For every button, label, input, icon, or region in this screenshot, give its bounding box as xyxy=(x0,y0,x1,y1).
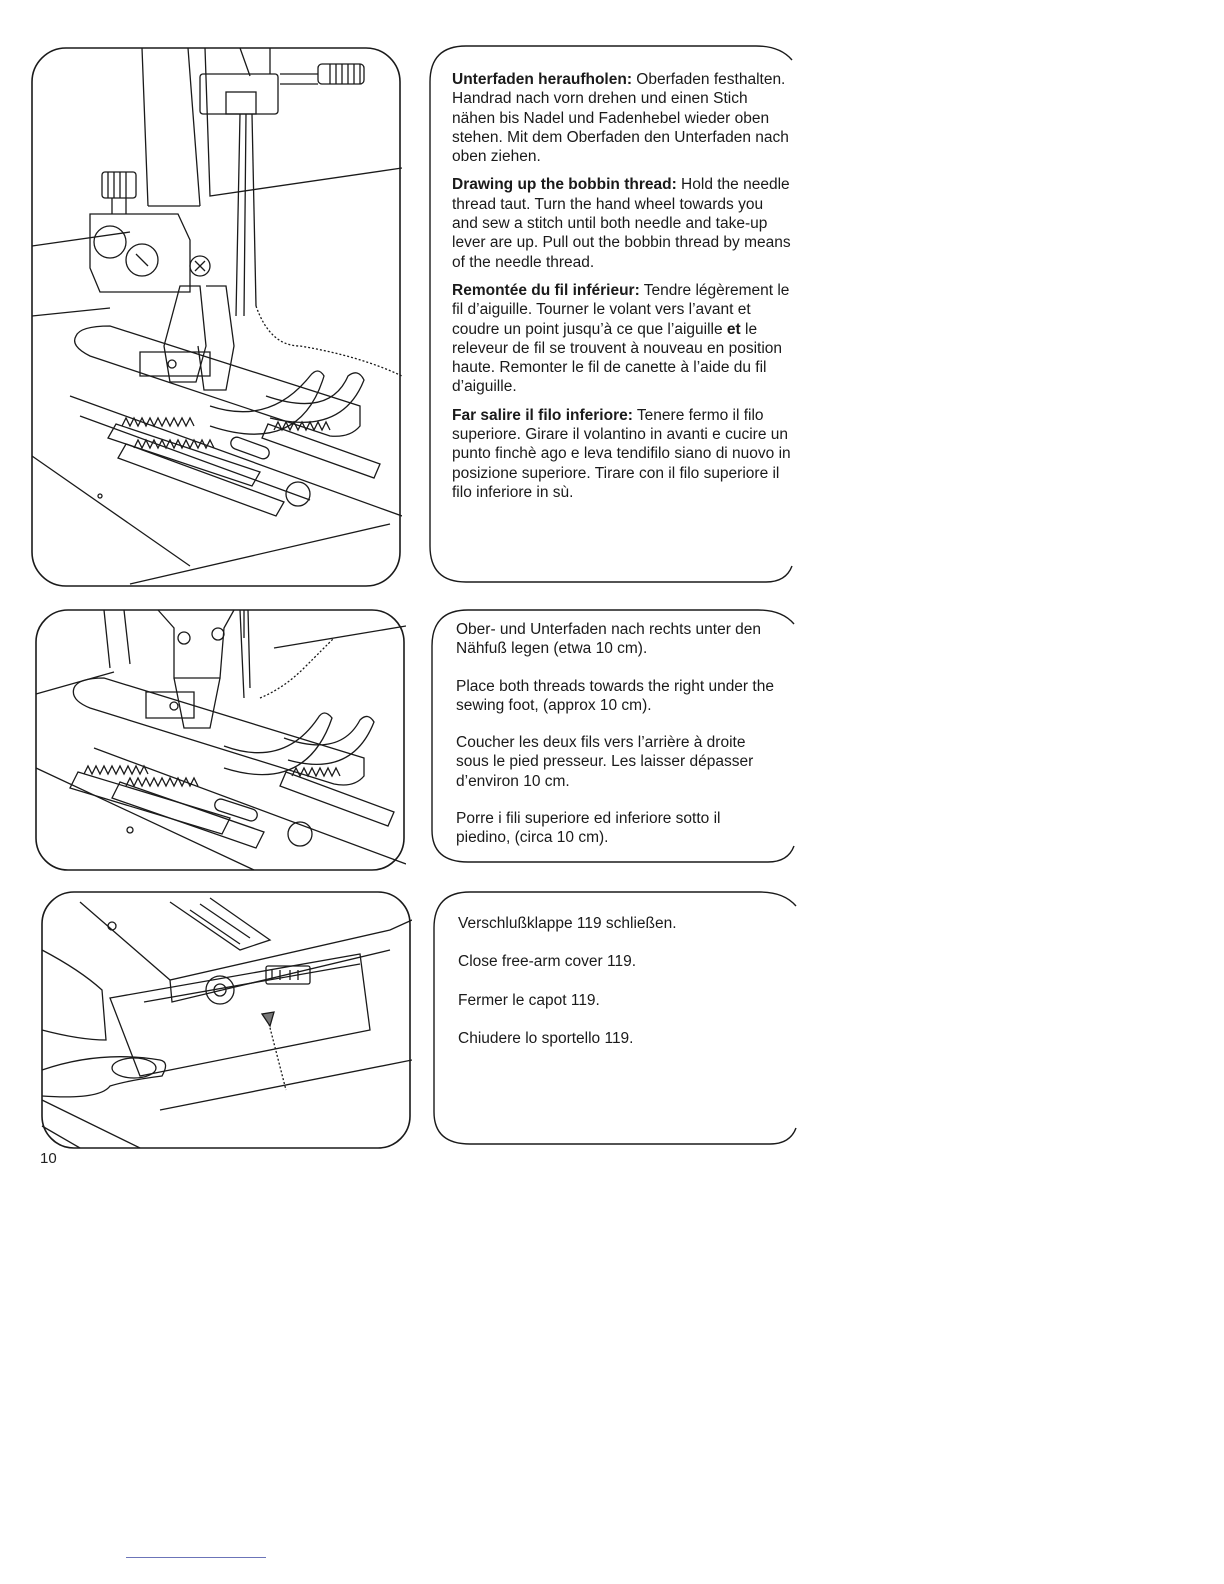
illustration-close-cover xyxy=(40,890,412,1150)
illustration-threads-under-foot xyxy=(34,608,406,872)
instruction-panel-threads-under-foot xyxy=(428,604,798,866)
body: Oberfaden festhalten. Handrad nach vorn drehen und einen Stich nähen bis Nadel und Fadenhebel wieder oben stehen. Mit dem Oberfaden den Unterfaden nach oben ziehen. xyxy=(452,71,789,166)
paragraph-german: Verschlußklappe 119 schließen. xyxy=(458,915,677,932)
instruction-text xyxy=(458,914,778,1067)
paragraph-italian xyxy=(452,406,792,502)
body: Tendre légèrement le fil d’aiguille. Tourner le volant vers l’avant et coudre un point jusqu’à ce que l’aiguille xyxy=(452,281,790,338)
paragraph-french: Coucher les deux fils vers l’arrière à droite sous le pied presseur. Les laisser dépasser d’environ 10 cm. xyxy=(456,734,754,790)
paragraph-italian: Chiudere lo sportello 119. xyxy=(458,1029,634,1047)
instruction-panel-drawing-up-bobbin-thread xyxy=(426,40,796,585)
instruction-text xyxy=(456,620,776,866)
page-number: 10 xyxy=(40,1150,57,1167)
emphasis: et xyxy=(726,320,741,338)
paragraph-english: Place both threads towards the right under the sewing foot, (approx 10 cm). xyxy=(456,677,774,714)
body: Tenere fermo il filo superiore. Girare il volantino in avanti e cucire un punto finchè ago e leva tendifilo siano di nuovo in posizione superiore. Tirare con il filo superiore il filo inferiore in sù. xyxy=(452,406,791,501)
instruction-panel-close-cover xyxy=(430,886,800,1148)
paragraph-italian: Porre i fili superiore ed inferiore sotto il piedino, (circa 10 cm). xyxy=(456,810,721,847)
paragraph-english: Close free-arm cover 119. xyxy=(458,953,637,971)
paragraph-french: Fermer le capot 119. xyxy=(458,991,600,1009)
footer-rule xyxy=(126,1557,266,1558)
paragraph-english xyxy=(452,175,792,271)
heading: Remontée du fil inférieur: xyxy=(452,281,640,299)
illustration-drawing-up-bobbin-thread xyxy=(30,46,402,588)
heading: Drawing up the bobbin thread: xyxy=(452,176,677,194)
paragraph-french xyxy=(452,281,792,397)
heading: Unterfaden heraufholen: xyxy=(452,71,632,88)
instruction-text xyxy=(452,70,792,511)
body: Hold the needle thread taut. Turn the hand wheel towards you and sew a stitch until both needle and take-up lever are up. Pull out the bobbin thread by means of the needle thread. xyxy=(452,176,791,271)
heading: Far salire il filo inferiore: xyxy=(452,406,633,424)
body-continued: le releveur de fil se trouvent à nouveau en position haute. Remonter le fil de canette à l’aide du fil d’aiguille. xyxy=(452,320,783,396)
paragraph-german xyxy=(452,70,792,166)
paragraph-german: Ober- und Unterfaden nach rechts unter den Nähfuß legen (etwa 10 cm). xyxy=(456,621,762,658)
